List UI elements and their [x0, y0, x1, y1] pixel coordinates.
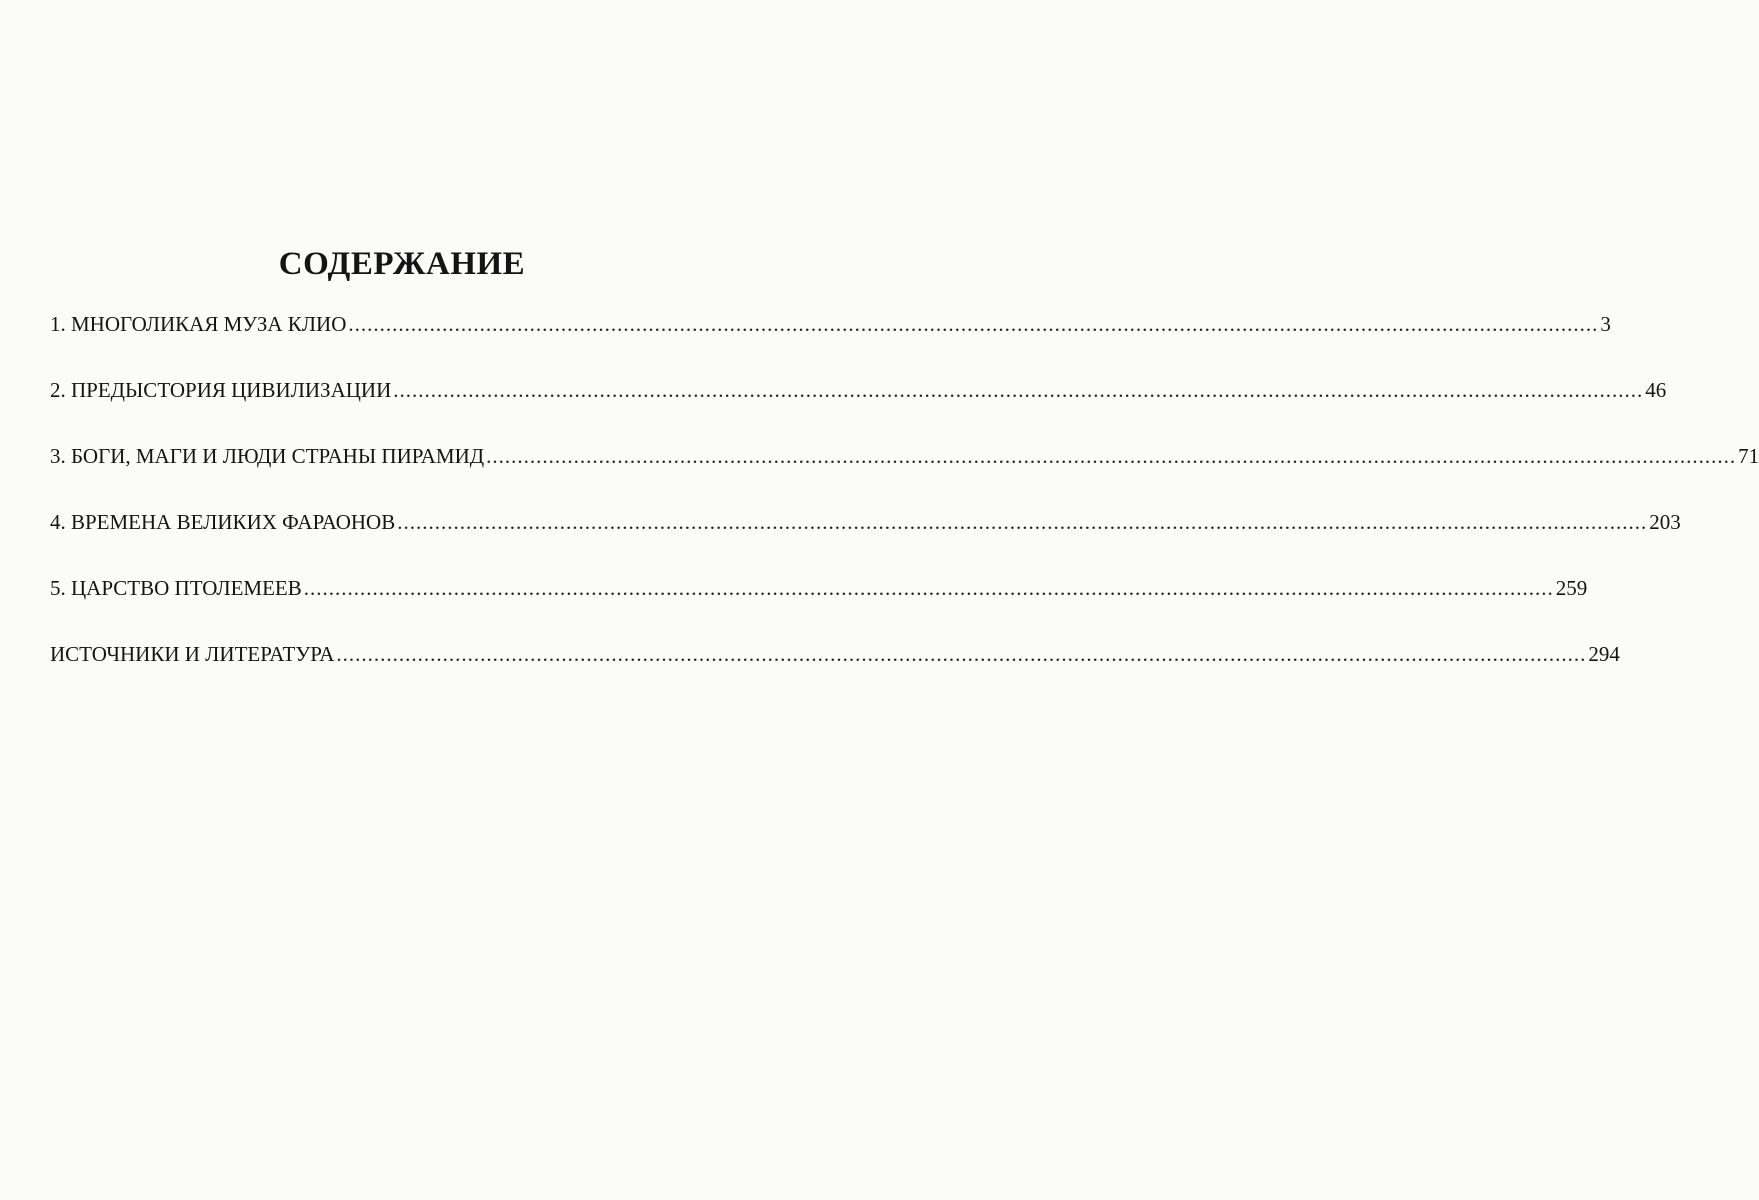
toc-entry-page: 203 [1649, 510, 1681, 534]
toc-dot-leader: ........................................................................................................................................................................................................ [348, 312, 1599, 336]
toc-dot-leader: ........................................................................................................................................................................................................ [393, 378, 1644, 402]
toc-entry-page: 3 [1600, 312, 1611, 336]
toc-dot-leader: ........................................................................................................................................................................................................ [336, 642, 1587, 666]
toc-entry-title: 3. БОГИ, МАГИ И ЛЮДИ СТРАНЫ ПИРАМИД [50, 444, 485, 468]
toc-entry [50, 510, 1681, 576]
toc-dot-leader: ........................................................................................................................................................................................................ [486, 444, 1737, 468]
toc-entry [50, 312, 1611, 378]
toc-entry-title: 1. МНОГОЛИКАЯ МУЗА КЛИО [50, 312, 347, 336]
toc-entry-page: 46 [1645, 378, 1667, 402]
toc-entry [50, 576, 1588, 642]
toc-entry-page: 71 [1738, 444, 1759, 468]
toc-entry-title: 5. ЦАРСТВО ПТОЛЕМЕЕВ [50, 576, 302, 600]
toc-entry-title: 4. ВРЕМЕНА ВЕЛИКИХ ФАРАОНОВ [50, 510, 396, 534]
toc-entry-page: 259 [1555, 576, 1588, 600]
page-title: СОДЕРЖАНИЕ [278, 246, 526, 282]
toc-dot-leader: ........................................................................................................................................................................................................ [303, 576, 1554, 600]
toc-entry-page: 294 [1588, 642, 1620, 666]
toc-entry-title: 2. ПРЕДЫСТОРИЯ ЦИВИЛИЗАЦИИ [50, 378, 392, 402]
toc-entry-title: ИСТОЧНИКИ И ЛИТЕРАТУРА [50, 642, 335, 666]
toc-entry [50, 642, 1620, 708]
toc-entry [50, 378, 1667, 444]
toc-entry [50, 444, 1759, 510]
table-of-contents [50, 312, 1759, 708]
toc-dot-leader: ........................................................................................................................................................................................................ [397, 510, 1648, 534]
